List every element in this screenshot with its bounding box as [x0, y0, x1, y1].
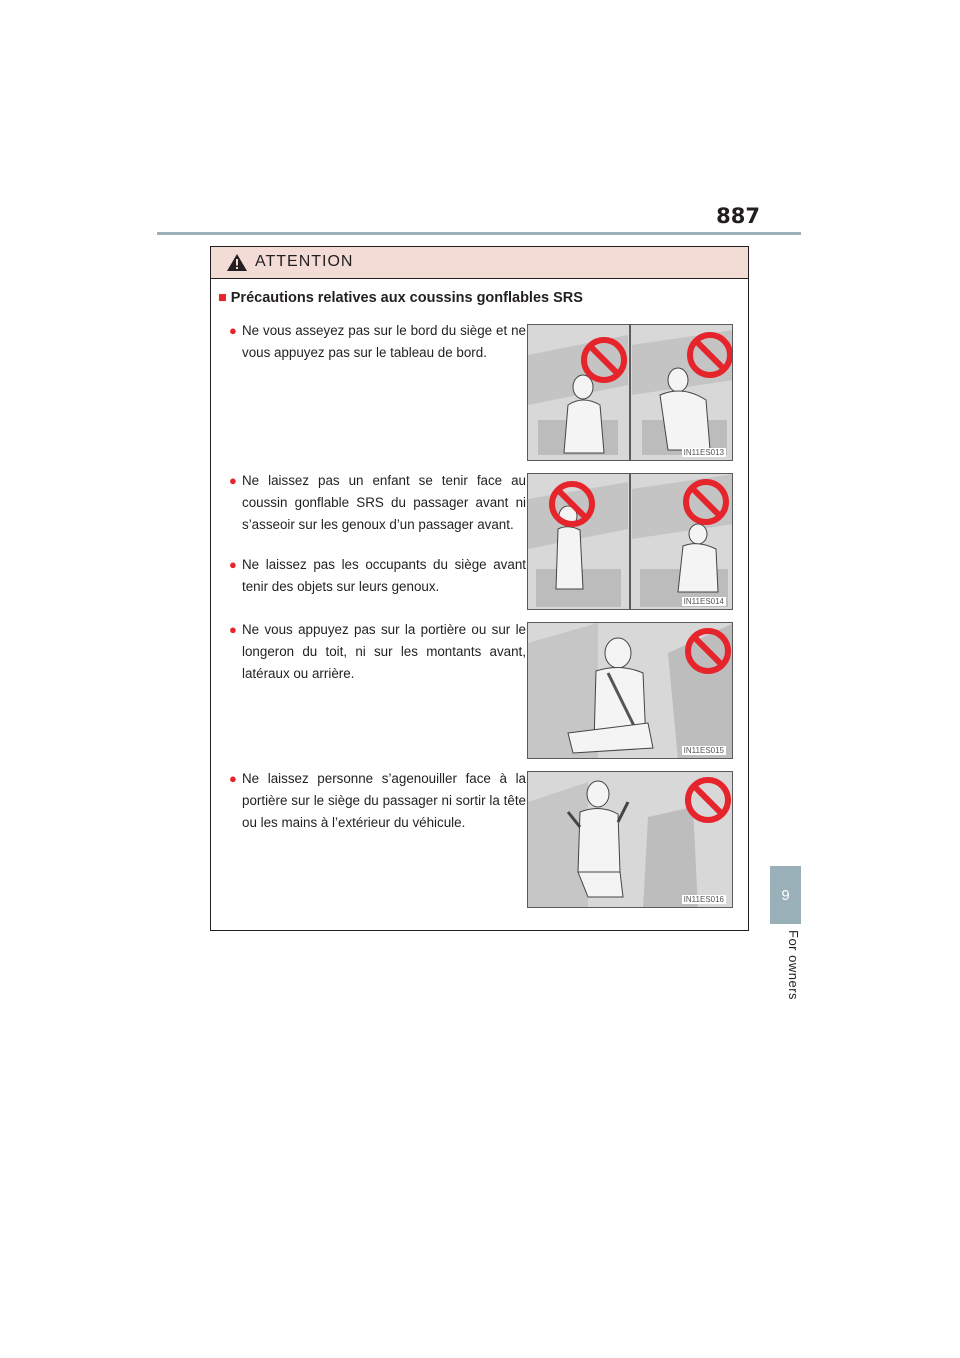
item-text: Ne laissez pas les occupants du siège avant tenir des objets sur leurs genoux.	[242, 557, 526, 594]
item-text: Ne vous appuyez pas sur la portière ou sur le longeron du toit, ni sur les montants avant, latéraux ou arrière.	[242, 622, 526, 681]
item-text: Ne vous asseyez pas sur le bord du siège et ne vous appuyez pas sur le tableau de bord.	[242, 323, 526, 360]
illustration-code: IN11ES013	[683, 448, 724, 457]
illustration-child-front	[527, 473, 733, 610]
warning-header	[211, 247, 748, 279]
list-item	[229, 768, 526, 834]
illustration-code: IN11ES014	[683, 597, 724, 606]
list-item	[229, 320, 526, 364]
illustration-kneeling	[527, 771, 733, 908]
chapter-tab[interactable]: 9	[770, 866, 801, 924]
warning-triangle-icon	[227, 254, 247, 271]
list-item	[229, 470, 526, 536]
bullet-icon: ●	[229, 771, 237, 786]
warning-box	[210, 246, 749, 931]
section-heading	[218, 290, 583, 306]
illustration-code: IN11ES015	[683, 746, 724, 755]
bullet-icon: ●	[229, 323, 237, 338]
illustration-sitting-edge	[527, 324, 733, 461]
page-number: 887	[716, 204, 760, 228]
illustration-leaning-door	[527, 622, 733, 759]
heading-square-icon: ■	[218, 290, 227, 306]
item-text: Ne laissez pas un enfant se tenir face au coussin gonflable SRS du passager avant ni s’asseoir sur les genoux d’un passager avant.	[242, 473, 526, 532]
bullet-icon: ●	[229, 557, 237, 572]
chapter-label: For owners	[786, 930, 801, 1001]
heading-text: Précautions relatives aux coussins gonflables SRS	[230, 290, 583, 306]
bullet-icon: ●	[229, 473, 237, 488]
list-item	[229, 619, 526, 685]
illustration-code: IN11ES016	[683, 895, 724, 904]
list-item	[229, 554, 526, 598]
header-rule	[157, 232, 801, 235]
item-text: Ne laissez personne s’agenouiller face à la portière sur le siège du passager ni sortir la tête ou les mains à l’extérieur du véhicule.	[242, 771, 526, 830]
bullet-icon: ●	[229, 622, 237, 637]
warning-title: ATTENTION	[255, 253, 354, 270]
